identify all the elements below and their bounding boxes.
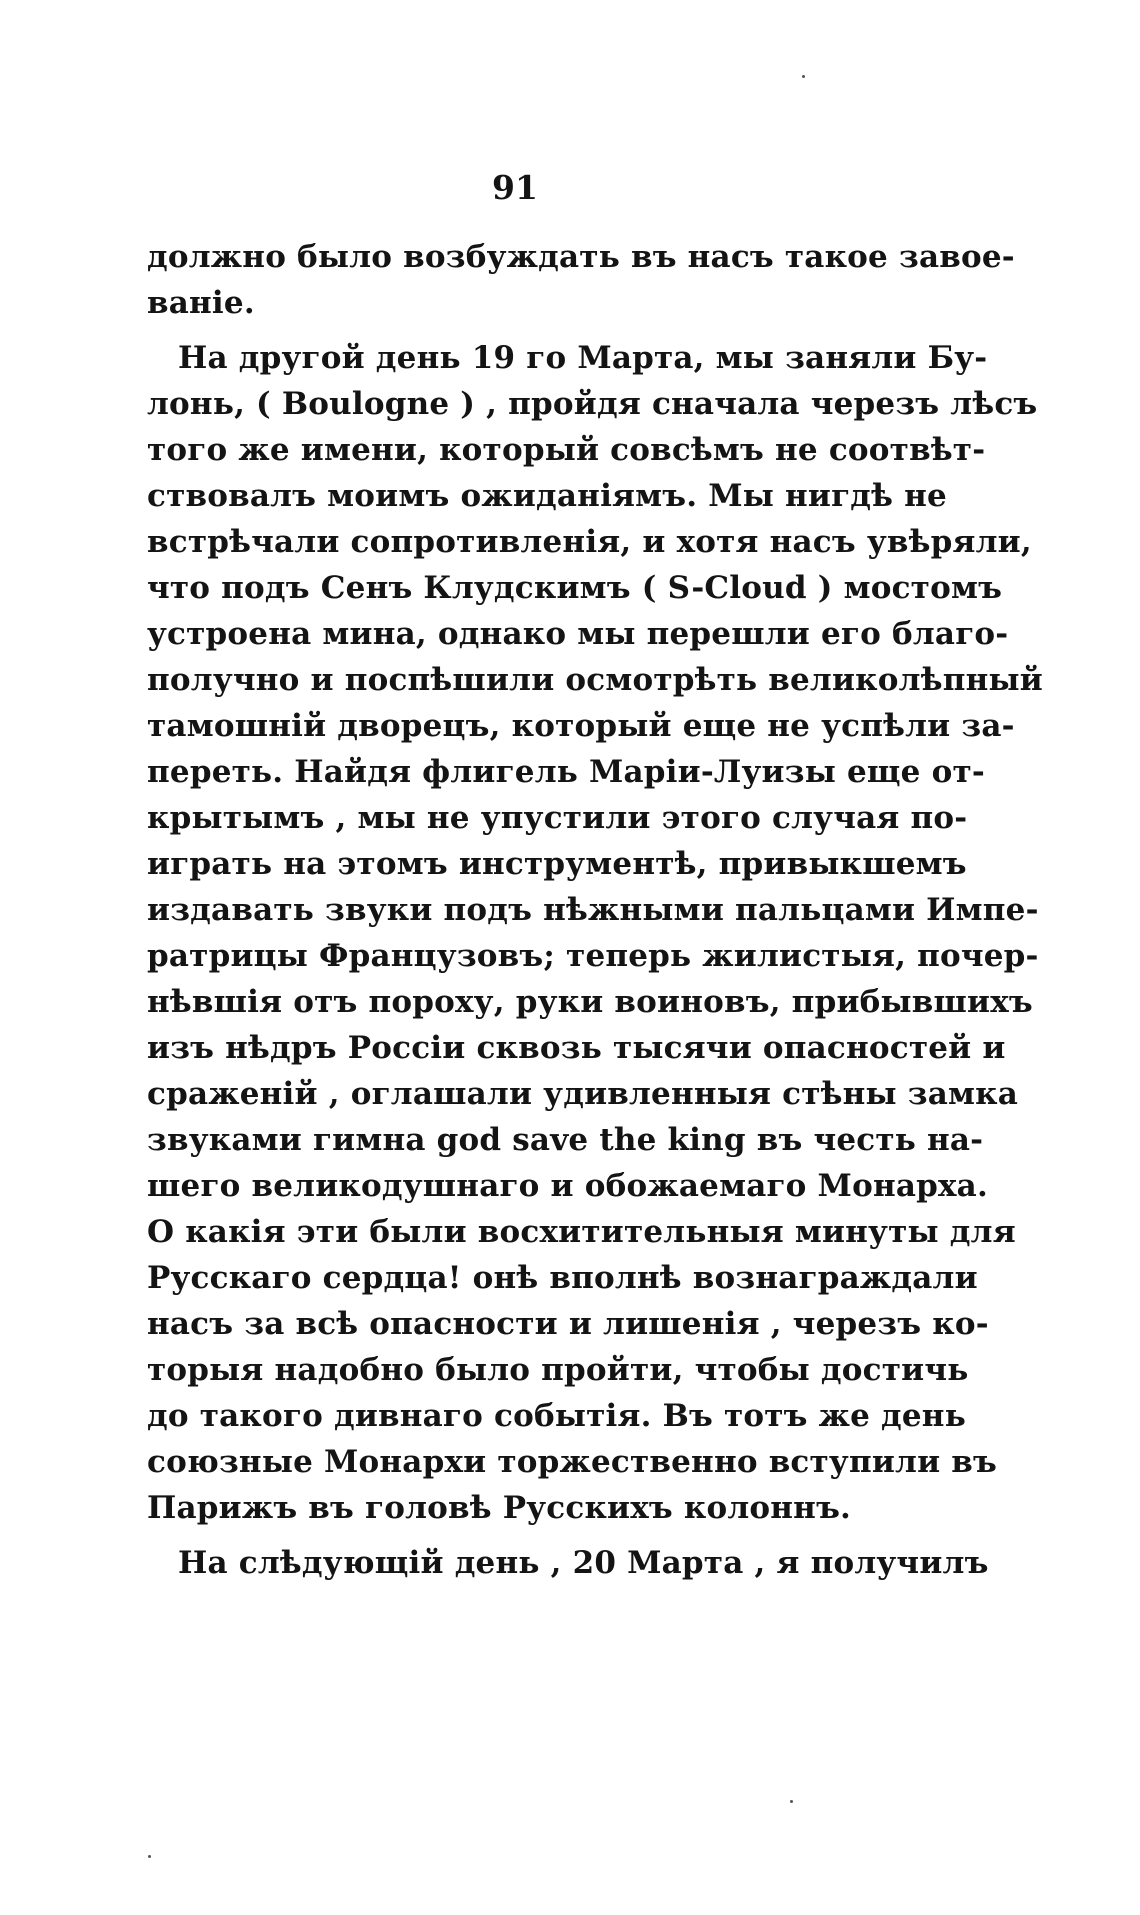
text-line: сраженій , оглашали удивленныя стѣны замка: [147, 1076, 1019, 1112]
text-line: шего великодушнаго и обожаемаго Монарха.: [147, 1168, 988, 1204]
text-line: На слѣдующій день , 20 Марта , я получилъ: [178, 1545, 989, 1581]
text-line: изъ нѣдръ Россіи сквозь тысячи опасностей и: [147, 1030, 1006, 1066]
text-line: насъ за всѣ опасности и лишенія , черезъ ко-: [147, 1306, 989, 1342]
text-line: ствовалъ моимъ ожиданіямъ. Мы нигдѣ не: [147, 478, 947, 514]
text-line: тамошній дворецъ, который еще не успѣли за-: [147, 708, 1015, 744]
text-line: звуками гимна god save the king въ честь на-: [147, 1122, 984, 1158]
text-line: Парижъ въ головѣ Русскихъ колоннъ.: [147, 1490, 852, 1526]
text-line: крытымъ , мы не упустили этого случая по-: [147, 800, 968, 836]
text-line: На другой день 19 го Марта, мы заняли Бу-: [178, 340, 988, 376]
text-line: переть. Найдя флигель Маріи-Луизы еще от-: [147, 754, 985, 790]
text-line: ваніе.: [147, 285, 255, 321]
text-line: торыя надобно было пройти, чтобы достичь: [147, 1352, 969, 1388]
scan-speck: [790, 1800, 793, 1803]
text-line: встрѣчали сопротивленія, и хотя насъ увѣряли,: [147, 524, 1032, 560]
text-line: до такого дивнаго событія. Въ тотъ же день: [147, 1398, 966, 1434]
text-line: нѣвшія отъ пороху, руки воиновъ, прибывшихъ: [147, 984, 1033, 1020]
text-line: союзные Монархи торжественно вступили въ: [147, 1444, 998, 1480]
page-number: 91: [492, 168, 538, 207]
text-line: ратрицы Французовъ; теперь жилистыя, почер-: [147, 938, 1039, 974]
text-line: устроена мина, однако мы перешли его благо-: [147, 616, 1009, 652]
text-line: лонь, ( Boulogne ) , пройдя сначала черезъ лѣсъ: [147, 386, 1038, 422]
text-line: что подъ Сенъ Клудскимъ ( S-Cloud ) мостомъ: [147, 570, 1003, 606]
scan-speck: [148, 1855, 151, 1858]
text-line: Русскаго сердца! онѣ вполнѣ вознаграждали: [147, 1260, 978, 1296]
scan-speck: [802, 75, 805, 78]
text-line: О какія эти были восхитительныя минуты для: [147, 1214, 1016, 1250]
text-line: играть на этомъ инструментѣ, привыкшемъ: [147, 846, 967, 882]
text-line: издавать звуки подъ нѣжными пальцами Импе-: [147, 892, 1039, 928]
text-line: должно было возбуждать въ насъ такое завое-: [147, 239, 1015, 275]
text-line: получно и поспѣшили осмотрѣть великолѣпный: [147, 662, 1043, 698]
body-text: [147, 234, 1043, 1586]
text-line: того же имени, который совсѣмъ не соотвѣт-: [147, 432, 986, 468]
